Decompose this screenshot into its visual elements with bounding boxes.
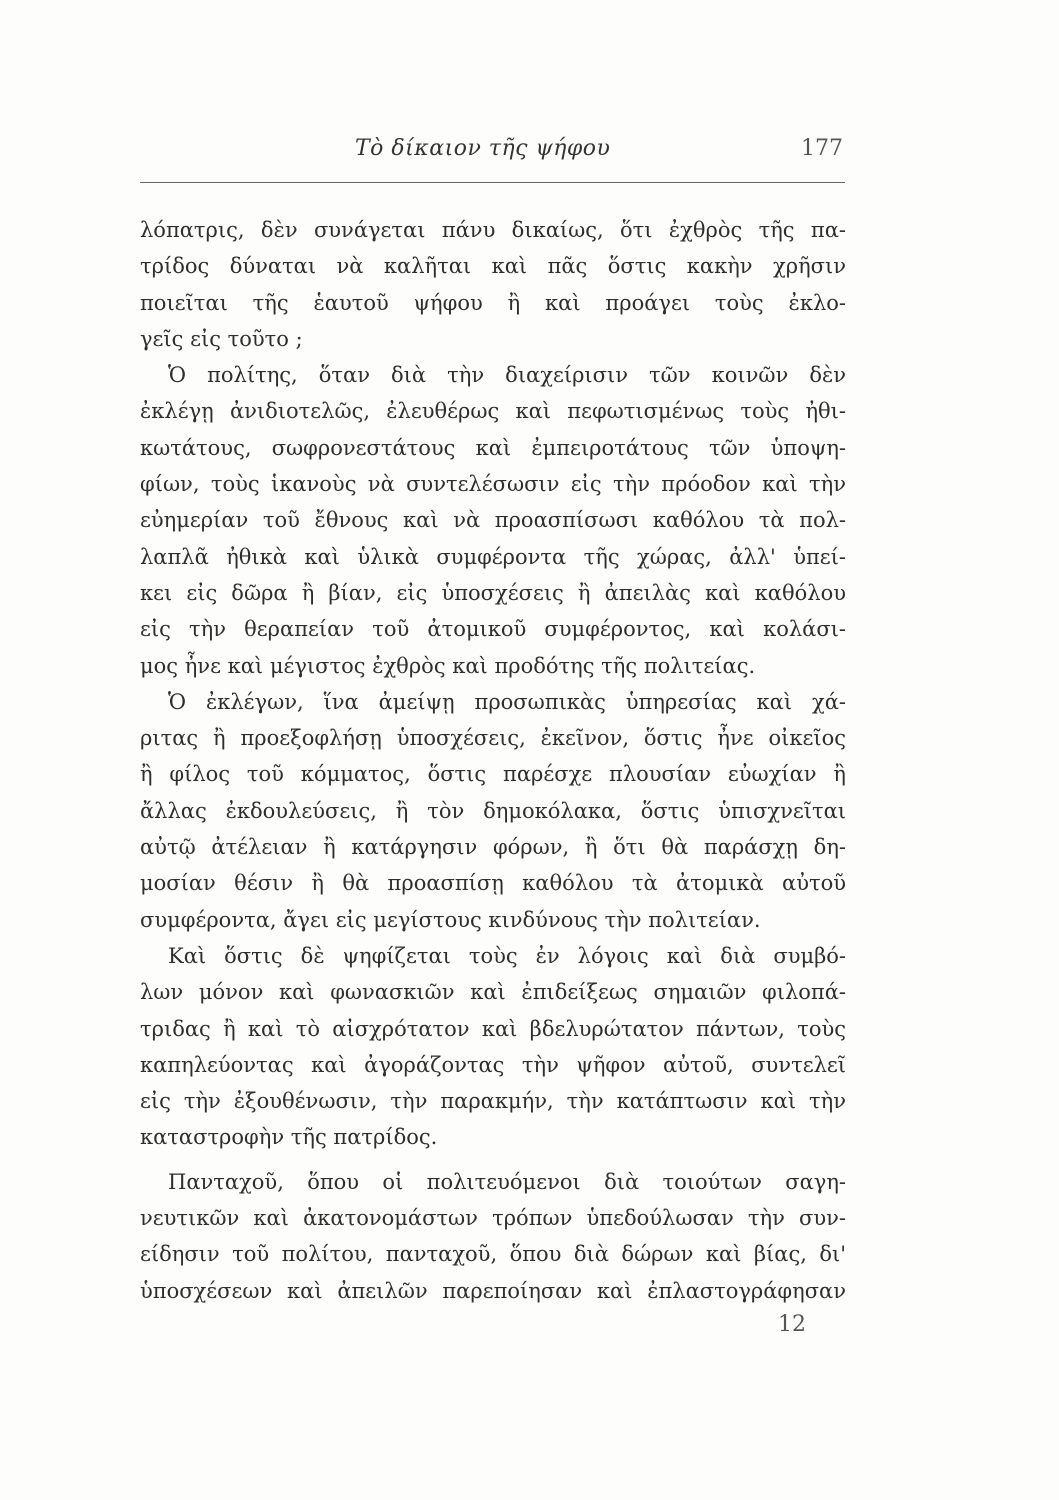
text-line: λόπατρις, δὲν συνάγεται πάνυ δικαίως, ὅτι ἐχθρὸς τῆς πα-: [140, 218, 846, 242]
text-line: μοσίαν θέσιν ἢ θὰ προασπίσῃ καθόλου τὰ ἀτομικὰ αὐτοῦ: [140, 871, 846, 896]
text-line: ἄλλας ἐκδουλεύσεις, ἢ τὸν δημοκόλακα, ὅστις ὑπισχνεῖται: [140, 798, 846, 823]
text-line: λων μόνον καὶ φωνασκιῶν καὶ ἐπιδείξεως σημαιῶν φιλοπά-: [140, 980, 846, 1005]
text-line: τριδας ἢ καὶ τὸ αἰσχρότατον καὶ βδελυρώτατον πάντων, τοὺς: [140, 1016, 846, 1041]
text-line: κωτάτους, σωφρονεστάτους καὶ ἐμπειροτάτους τῶν ὑποψη-: [140, 435, 846, 460]
text-line: συμφέροντα, ἄγει εἰς μεγίστους κινδύνους τὴν πολιτείαν.: [140, 907, 761, 932]
text-line: εἰς τὴν ἐξουθένωσιν, τὴν παρακμήν, τὴν κατάπτωσιν καὶ τὴν: [140, 1089, 846, 1114]
page-header: [355, 136, 845, 176]
text-line: εἰς τὴν θεραπείαν τοῦ ἀτομικοῦ συμφέροντος, καὶ κολάσι-: [140, 617, 846, 642]
header-rule: [140, 182, 845, 183]
page-number: 177: [801, 136, 843, 161]
running-title: Τὸ δίκαιον τῆς ψήφου: [355, 136, 611, 161]
text-line: ὑποσχέσεων καὶ ἀπειλῶν παρεποίησαν καὶ ἐπλαστογράφησαν: [140, 1278, 846, 1303]
text-line: αὐτῷ ἀτέλειαν ἢ κατάργησιν φόρων, ἢ ὅτι θὰ παράσχῃ δη-: [140, 835, 846, 860]
text-line: γεῖς εἰς τοῦτο ;: [140, 326, 303, 351]
text-line: τρίδος δύναται νὰ καλῆται καὶ πᾶς ὅστις κακὴν χρῆσιν: [140, 254, 846, 279]
text-line: φίων, τοὺς ἱκανοὺς νὰ συντελέσωσιν εἰς τὴν πρόοδον καὶ τὴν: [140, 472, 846, 497]
signature-mark: 12: [778, 1312, 806, 1337]
text-line: ἐκλέγῃ ἀνιδιοτελῶς, ἐλευθέρως καὶ πεφωτισμένως τοὺς ἠθι-: [140, 399, 846, 424]
text-line: νευτικῶν καὶ ἀκατονομάστων τρόπων ὑπεδούλωσαν τὴν συν-: [140, 1206, 846, 1231]
text-line: εὐημερίαν τοῦ ἔθνους καὶ νὰ προασπίσωσι καθόλου τὰ πολ-: [140, 508, 846, 533]
text-line: ποιεῖται τῆς ἑαυτοῦ ψήφου ἢ καὶ προάγει τοὺς ἐκλο-: [140, 290, 846, 315]
text-line: είδησιν τοῦ πολίτου, πανταχοῦ, ὅπου διὰ δώρων καὶ βίας, δι': [140, 1242, 846, 1267]
text-line: Καὶ ὅστις δὲ ψηφίζεται τοὺς ἐν λόγοις καὶ διὰ συμβό-: [168, 943, 846, 968]
text-line: κει εἰς δῶρα ἢ βίαν, εἰς ὑποσχέσεις ἢ ἀπειλὰς καὶ καθόλου: [140, 580, 846, 605]
text-line: Πανταχοῦ, ὅπου οἱ πολιτευόμενοι διὰ τοιούτων σαγη-: [168, 1169, 846, 1194]
text-line: καπηλεύοντας καὶ ἀγοράζοντας τὴν ψῆφον αὐτοῦ, συντελεῖ: [140, 1052, 846, 1077]
text-line: Ὁ πολίτης, ὅταν διὰ τὴν διαχείρισιν τῶν κοινῶν δὲν: [168, 363, 846, 388]
text-line: μος ἦνε καὶ μέγιστος ἐχθρὸς καὶ προδότης τῆς πολιτείας.: [140, 653, 756, 678]
text-line: ριτας ἢ προεξοφλήσῃ ὑποσχέσεις, ἐκεῖνον, ὅστις ἦνε οἰκεῖος: [140, 726, 846, 751]
text-line: Ὁ ἐκλέγων, ἵνα ἀμείψῃ προσωπικὰς ὑπηρεσίας καὶ χά-: [168, 689, 846, 714]
body-text: [140, 212, 846, 1309]
text-line: καταστροφὴν τῆς πατρίδος.: [140, 1125, 438, 1150]
text-line: λαπλᾶ ἠθικὰ καὶ ὑλικὰ συμφέροντα τῆς χώρας, ἀλλ' ὑπεί-: [140, 544, 846, 569]
text-line: ἢ φίλος τοῦ κόμματος, ὅστις παρέσχε πλουσίαν εὐωχίαν ἢ: [140, 762, 846, 787]
